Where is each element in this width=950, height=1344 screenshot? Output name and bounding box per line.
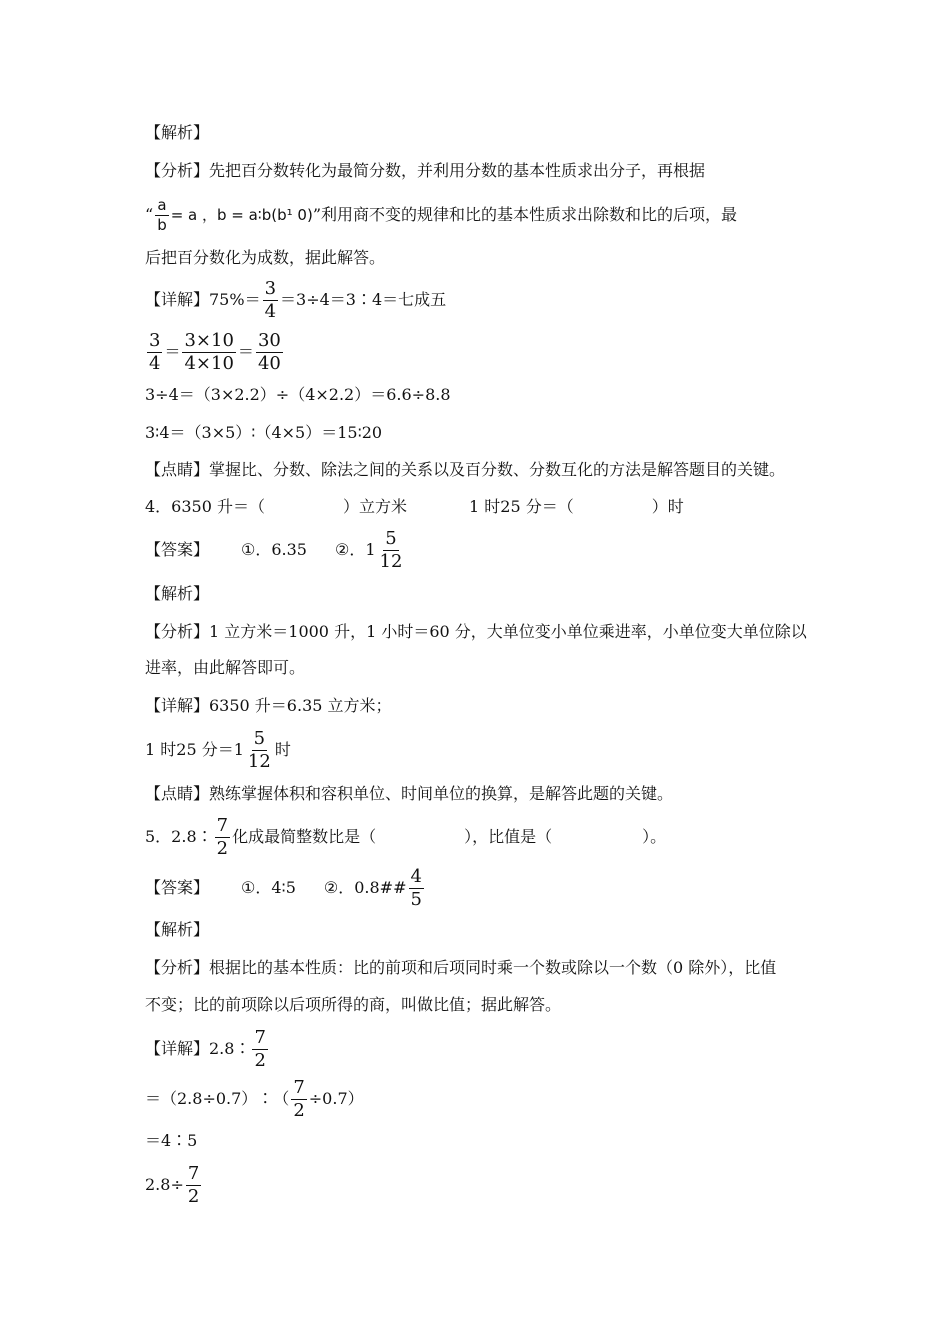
question-5-part-b: 化成最简整数比是（ (232, 827, 377, 846)
denominator: 40 (257, 352, 281, 374)
answer-4-item-1: ①．6.35 (241, 540, 307, 559)
question-4-part-d: ）时 (651, 497, 684, 516)
xiangjie-2-b-prefix: 1 时25 分＝1 (145, 740, 244, 759)
numerator: 7 (187, 1162, 200, 1184)
equals-sign: ＝ (237, 342, 254, 361)
fenxi-paragraph-3: 【分析】根据比的基本性质：比的前项和后项同时乘一个数或除以一个数（0 除外），比值 (145, 958, 777, 977)
fenxi-paragraph-3-cont: 不变；比的前项除以后项所得的商，叫做比值；据此解答。 (145, 995, 562, 1014)
step-3 (145, 1163, 203, 1207)
dianjing-2: 【点睛】熟练掌握体积和容积单位、时间单位的换算，是解答此题的关键。 (145, 784, 674, 803)
xiangjie-2-b-suffix: 时 (274, 740, 291, 759)
question-4-part-b: ）立方米 (343, 497, 408, 516)
answer-5-item-1: ①．4∶5 (241, 878, 296, 897)
answer-label: 【答案】 (145, 540, 210, 559)
answer-4 (145, 527, 406, 572)
step-3-part-a: 2.8÷ (145, 1175, 184, 1194)
question-4-part-c: 1 时25 分＝（ (469, 497, 574, 516)
quote-close: ” (312, 205, 321, 224)
question-5-part-c: ），比值是（ (464, 827, 553, 846)
equals-sign: ＝ (164, 342, 181, 361)
xiangjie-1 (145, 277, 447, 322)
denominator: 2 (293, 1099, 305, 1121)
step-1 (145, 1077, 364, 1121)
xiangjie-3-fraction (252, 1026, 267, 1071)
xiangjie-1-suffix: ＝3÷4＝3∶4＝七成五 (280, 290, 447, 309)
xiangjie-2: 【详解】6350 升＝6.35 立方米； (145, 696, 392, 715)
question-5-part-d: ）。 (642, 827, 667, 846)
answer-4-fraction (378, 527, 405, 572)
formula-fraction (155, 195, 169, 234)
answer-5-item-2: ②．0.8## (323, 878, 407, 897)
formula-rest: = a ，b = a∶b(b¹ 0) (170, 206, 313, 224)
step-1-fraction (291, 1076, 306, 1121)
fraction-2 (182, 329, 235, 374)
answer-5 (145, 866, 426, 910)
jiexi-heading-3: 【解析】 (145, 920, 210, 939)
equation-ratio: 3∶4＝（3×5）∶（4×5）＝15∶20 (145, 423, 383, 442)
fenxi-paragraph-1: 【分析】先把百分数转化为最简分数，并利用分数的基本性质求出分子，再根据 (145, 161, 706, 180)
denominator: 2 (254, 1049, 266, 1071)
numerator: 3 (264, 277, 277, 299)
jiexi-heading-2: 【解析】 (145, 584, 210, 603)
equation-division: 3÷4＝（3×2.2）÷（4×2.2）＝6.6÷8.8 (145, 385, 451, 404)
denominator: 5 (410, 888, 422, 910)
step-3-fraction (186, 1162, 201, 1207)
xiangjie-3 (145, 1027, 270, 1071)
question-5-fraction (215, 814, 230, 859)
numerator: 3 (149, 329, 161, 351)
dianjing-1: 【点睛】掌握比、分数、除法之间的关系以及百分数、分数互化的方法是解答题目的关键。 (145, 460, 786, 479)
answer-5-fraction (409, 865, 424, 910)
xiangjie-2-b (145, 728, 291, 772)
denominator: 4 (264, 300, 277, 322)
numerator: 30 (257, 329, 281, 351)
answer-4-item-2: ②．1 (335, 540, 376, 559)
formula-denominator: b (157, 215, 167, 234)
numerator: 5 (385, 527, 397, 549)
jiexi-heading-1: 【解析】 (145, 123, 210, 142)
step-1-part-a: ＝（2.8÷0.7）∶（ (145, 1089, 290, 1108)
question-5 (145, 815, 666, 859)
numerator: 5 (253, 727, 266, 749)
fraction-3 (256, 329, 283, 374)
numerator: 4 (410, 865, 422, 887)
formula-text: 利用商不变的规律和比的基本性质求出除数和比的后项，最 (321, 205, 738, 224)
fenxi-paragraph-1-cont: 后把百分数化为成数，据此解答。 (145, 248, 386, 267)
step-1-part-b: ÷0.7） (308, 1089, 364, 1108)
question-4-part-a: 4．6350 升＝（ (145, 497, 265, 516)
numerator: 3×10 (184, 329, 234, 351)
step-2: ＝4∶5 (145, 1131, 198, 1150)
denominator: 2 (187, 1185, 200, 1207)
xiangjie-2-b-fraction (246, 727, 273, 772)
fenxi-paragraph-2-cont: 进率，由此解答即可。 (145, 658, 306, 677)
formula-numerator: a (157, 195, 167, 214)
question-5-part-a: 5．2.8∶ (145, 827, 213, 846)
answer-label: 【答案】 (145, 878, 210, 897)
denominator: 2 (216, 837, 229, 859)
denominator: 12 (379, 550, 403, 572)
xiangjie-3-prefix: 【详解】2.8∶ (145, 1039, 251, 1058)
fraction-1 (147, 329, 162, 374)
quote-open: “ (145, 205, 154, 224)
xiangjie-1-prefix: 【详解】75%＝ (145, 290, 261, 309)
denominator: 4 (149, 352, 161, 374)
question-4 (145, 496, 684, 518)
numerator: 7 (216, 814, 229, 836)
denominator: 4×10 (184, 352, 234, 374)
fenxi-paragraph-2: 【分析】1 立方米＝1000 升，1 小时＝60 分，大单位变小单位乘进率，小单位变大单位除以 (145, 622, 807, 641)
numerator: 7 (293, 1076, 305, 1098)
equation-fraction-expansion (145, 330, 285, 374)
xiangjie-1-fraction (263, 277, 278, 322)
denominator: 12 (247, 750, 271, 772)
formula-line (145, 195, 737, 235)
numerator: 7 (254, 1026, 266, 1048)
